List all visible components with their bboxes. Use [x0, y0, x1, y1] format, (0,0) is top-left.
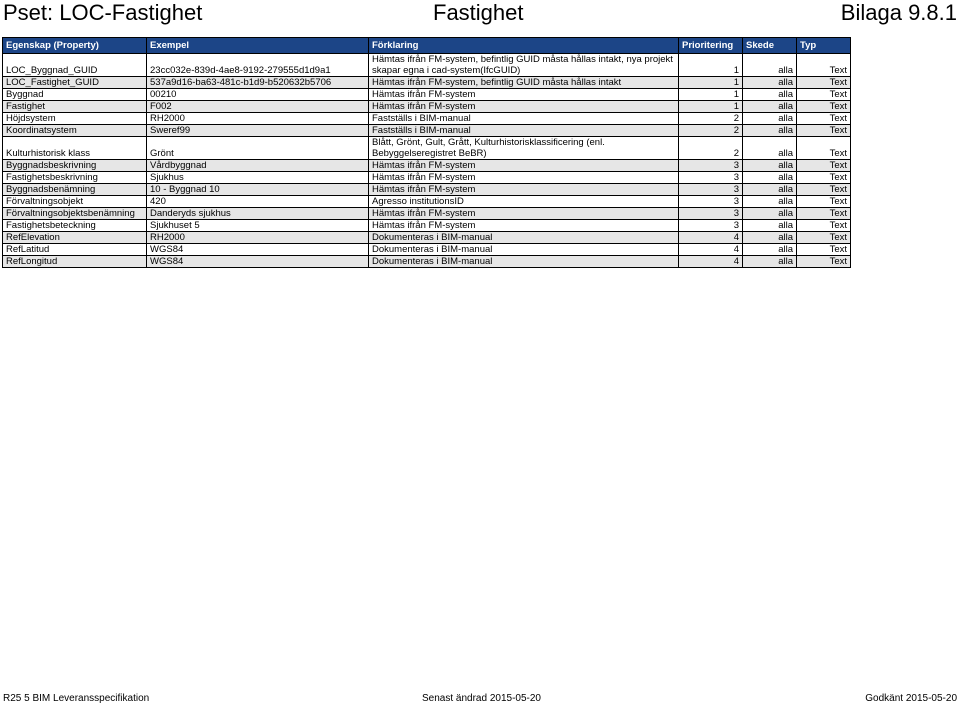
- cell-phase: alla: [743, 77, 797, 89]
- cell-explanation: Fastställs i BIM-manual: [369, 125, 679, 137]
- cell-example: F002: [147, 101, 369, 113]
- column-header-explanation: Förklaring: [369, 38, 679, 54]
- cell-property: LOC_Fastighet_GUID: [3, 77, 147, 89]
- cell-explanation: Dokumenteras i BIM-manual: [369, 256, 679, 268]
- cell-example: 00210: [147, 89, 369, 101]
- cell-type: Text: [797, 101, 851, 113]
- cell-explanation: Hämtas ifrån FM-system: [369, 184, 679, 196]
- cell-explanation: Agresso institutionsID: [369, 196, 679, 208]
- cell-property: Byggnadsbeskrivning: [3, 160, 147, 172]
- cell-example: 10 - Byggnad 10: [147, 184, 369, 196]
- cell-type: Text: [797, 54, 851, 77]
- cell-explanation: Fastställs i BIM-manual: [369, 113, 679, 125]
- cell-type: Text: [797, 184, 851, 196]
- table-row: [3, 244, 851, 256]
- table-row: [3, 208, 851, 220]
- cell-property: Fastighetsbeskrivning: [3, 172, 147, 184]
- table-row: [3, 137, 851, 160]
- cell-explanation: Hämtas ifrån FM-system: [369, 89, 679, 101]
- cell-property: Höjdsystem: [3, 113, 147, 125]
- cell-phase: alla: [743, 101, 797, 113]
- section-title: Fastighet: [433, 0, 524, 25]
- cell-phase: alla: [743, 137, 797, 160]
- cell-example: Sweref99: [147, 125, 369, 137]
- cell-priority: 2: [679, 113, 743, 125]
- cell-type: Text: [797, 244, 851, 256]
- cell-explanation: Hämtas ifrån FM-system, befintlig GUID måsta hållas intakt: [369, 77, 679, 89]
- cell-property: Förvaltningsobjekt: [3, 196, 147, 208]
- cell-priority: 1: [679, 101, 743, 113]
- table-row: [3, 89, 851, 101]
- cell-property: Byggnad: [3, 89, 147, 101]
- cell-type: Text: [797, 256, 851, 268]
- table-body: [3, 54, 851, 268]
- cell-explanation: Hämtas ifrån FM-system: [369, 101, 679, 113]
- cell-phase: alla: [743, 89, 797, 101]
- cell-property: Fastighetsbeteckning: [3, 220, 147, 232]
- cell-type: Text: [797, 160, 851, 172]
- cell-priority: 3: [679, 160, 743, 172]
- table-row: [3, 232, 851, 244]
- cell-priority: 3: [679, 196, 743, 208]
- cell-property: LOC_Byggnad_GUID: [3, 54, 147, 77]
- cell-property: Koordinatsystem: [3, 125, 147, 137]
- cell-explanation: Hämtas ifrån FM-system: [369, 220, 679, 232]
- appendix-label: Bilaga 9.8.1: [840, 0, 957, 25]
- cell-priority: 4: [679, 244, 743, 256]
- cell-explanation: Dokumenteras i BIM-manual: [369, 244, 679, 256]
- cell-example: WGS84: [147, 244, 369, 256]
- cell-phase: alla: [743, 232, 797, 244]
- table-row: [3, 113, 851, 125]
- table-row: [3, 172, 851, 184]
- table-row: [3, 184, 851, 196]
- cell-explanation: Hämtas ifrån FM-system: [369, 160, 679, 172]
- cell-phase: alla: [743, 220, 797, 232]
- cell-example: Sjukhus: [147, 172, 369, 184]
- cell-explanation: Blått, Grönt, Gult, Grått, Kulturhistorisklassificering (enl. Bebyggelseregistret BeBR): [369, 137, 679, 160]
- column-header-phase: Skede: [743, 38, 797, 54]
- cell-priority: 2: [679, 137, 743, 160]
- cell-example: RH2000: [147, 113, 369, 125]
- cell-property: Byggnadsbenämning: [3, 184, 147, 196]
- cell-priority: 3: [679, 172, 743, 184]
- cell-example: WGS84: [147, 256, 369, 268]
- cell-property: Kulturhistorisk klass: [3, 137, 147, 160]
- cell-phase: alla: [743, 160, 797, 172]
- cell-phase: alla: [743, 172, 797, 184]
- cell-type: Text: [797, 89, 851, 101]
- cell-example: Grönt: [147, 137, 369, 160]
- cell-property: Förvaltningsobjektsbenämning: [3, 208, 147, 220]
- cell-phase: alla: [743, 113, 797, 125]
- cell-priority: 2: [679, 125, 743, 137]
- cell-example: Sjukhuset 5: [147, 220, 369, 232]
- cell-property: RefElevation: [3, 232, 147, 244]
- table-row: [3, 101, 851, 113]
- cell-example: 23cc032e-839d-4ae8-9192-279555d1d9a1: [147, 54, 369, 77]
- cell-phase: alla: [743, 196, 797, 208]
- cell-example: 537a9d16-ba63-481c-b1d9-b520632b5706: [147, 77, 369, 89]
- cell-phase: alla: [743, 54, 797, 77]
- table-row: [3, 196, 851, 208]
- cell-example: 420: [147, 196, 369, 208]
- pset-title: Pset: LOC-Fastighet: [3, 0, 203, 25]
- cell-explanation: Hämtas ifrån FM-system: [369, 172, 679, 184]
- cell-priority: 4: [679, 256, 743, 268]
- cell-explanation: Dokumenteras i BIM-manual: [369, 232, 679, 244]
- cell-example: RH2000: [147, 232, 369, 244]
- footer-document-name: R25 5 BIM Leveransspecifikation: [3, 693, 150, 704]
- cell-type: Text: [797, 196, 851, 208]
- cell-type: Text: [797, 125, 851, 137]
- cell-priority: 1: [679, 54, 743, 77]
- cell-phase: alla: [743, 256, 797, 268]
- cell-property: Fastighet: [3, 101, 147, 113]
- cell-example: Danderyds sjukhus: [147, 208, 369, 220]
- cell-priority: 1: [679, 77, 743, 89]
- cell-type: Text: [797, 113, 851, 125]
- column-header-type: Typ: [797, 38, 851, 54]
- page-footer: [0, 693, 960, 707]
- cell-phase: alla: [743, 208, 797, 220]
- cell-explanation: Hämtas ifrån FM-system: [369, 208, 679, 220]
- table-row: [3, 220, 851, 232]
- cell-priority: 3: [679, 208, 743, 220]
- cell-property: RefLatitud: [3, 244, 147, 256]
- cell-phase: alla: [743, 125, 797, 137]
- cell-priority: 3: [679, 184, 743, 196]
- column-header-example: Exempel: [147, 38, 369, 54]
- table-row: [3, 160, 851, 172]
- cell-type: Text: [797, 137, 851, 160]
- cell-explanation: Hämtas ifrån FM-system, befintlig GUID måsta hållas intakt, nya projekt skapar egna i cad-system(IfcGUID): [369, 54, 679, 77]
- table-row: [3, 125, 851, 137]
- table-row: [3, 54, 851, 77]
- column-header-priority: Prioritering: [679, 38, 743, 54]
- cell-type: Text: [797, 220, 851, 232]
- table-header-row: [3, 38, 851, 54]
- property-table: [2, 37, 851, 268]
- cell-example: Vårdbyggnad: [147, 160, 369, 172]
- cell-type: Text: [797, 172, 851, 184]
- cell-type: Text: [797, 232, 851, 244]
- cell-priority: 1: [679, 89, 743, 101]
- table-row: [3, 77, 851, 89]
- cell-priority: 3: [679, 220, 743, 232]
- column-header-property: Egenskap (Property): [3, 38, 147, 54]
- footer-approved: Godkänt 2015-05-20: [865, 693, 957, 704]
- table-row: [3, 256, 851, 268]
- cell-property: RefLongitud: [3, 256, 147, 268]
- footer-last-modified: Senast ändrad 2015-05-20: [422, 693, 541, 704]
- cell-type: Text: [797, 77, 851, 89]
- cell-priority: 4: [679, 232, 743, 244]
- cell-phase: alla: [743, 184, 797, 196]
- page-header: [0, 0, 960, 34]
- cell-type: Text: [797, 208, 851, 220]
- cell-phase: alla: [743, 244, 797, 256]
